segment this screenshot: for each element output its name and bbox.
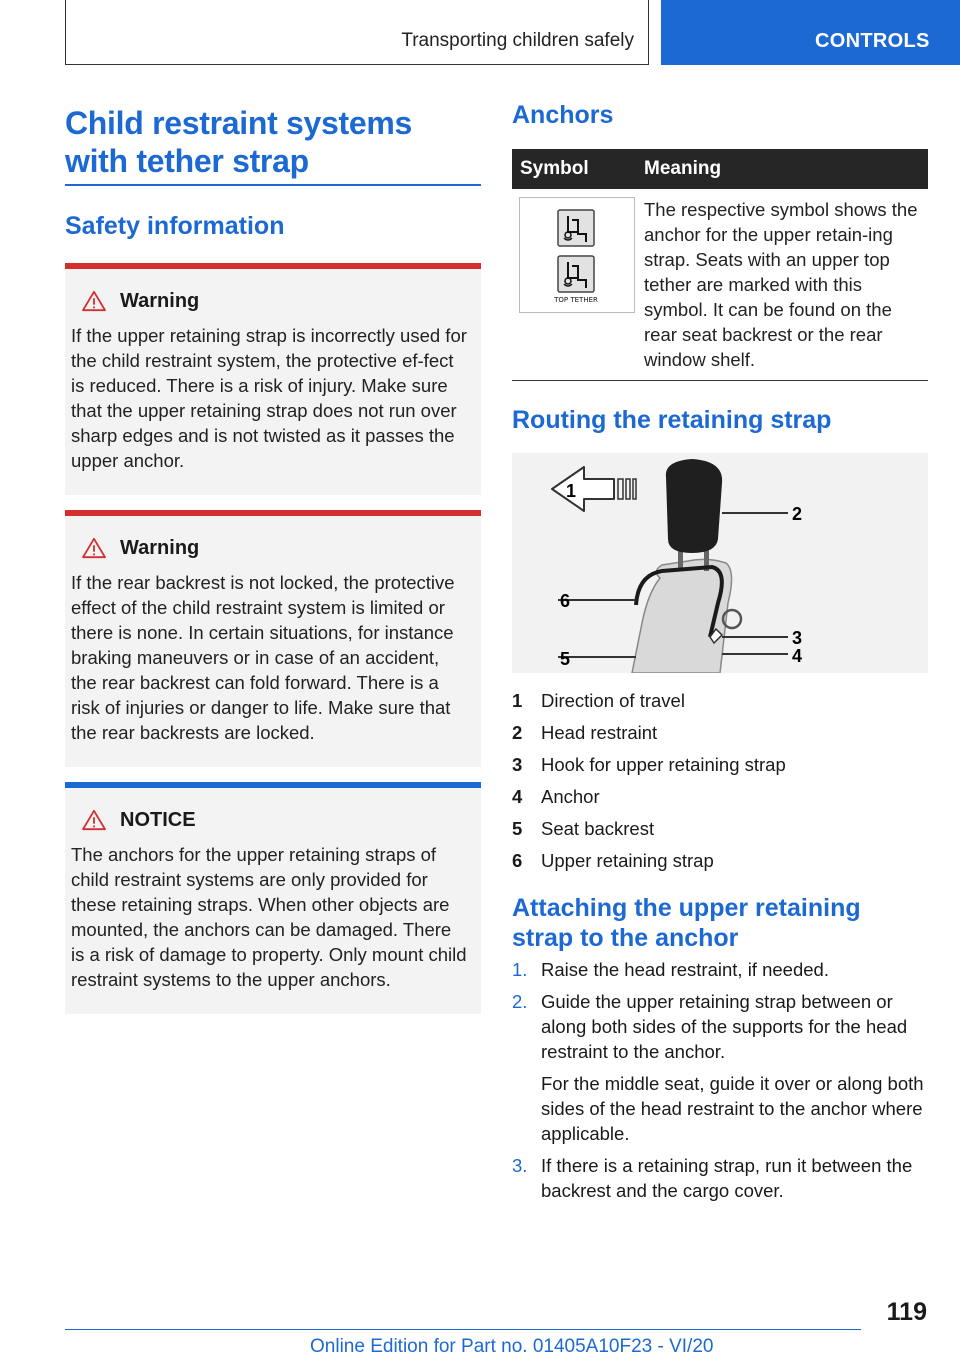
table-row xyxy=(512,189,928,381)
diagram-label-1: 1 xyxy=(566,481,577,501)
warning-text: If the rear backrest is not locked, the protective effect of the child restraint system is limited or there is none. In certain situations, for instance braking maneuvers or in case of an accident, the rear backrest can fold forward. There is a risk of injuries or danger to life. Make sure that the rear backrests are locked. xyxy=(71,572,455,743)
notice-triangle-icon xyxy=(80,809,108,831)
list-item: 6 Upper retaining strap xyxy=(512,850,714,871)
warning-box-2 xyxy=(65,510,481,767)
notice-label: NOTICE xyxy=(120,808,196,831)
symbol-meaning: The respective symbol shows the anchor for the upper retain‐ing strap. Seats with an upper top tether are marked with this symbol. It can be found on the rear seat backrest or the rear window shelf. xyxy=(636,189,928,381)
tether-symbol-image xyxy=(519,197,635,313)
page-title: Child restraint systems with tether strap xyxy=(65,105,413,179)
warning-text: If the upper retaining strap is incorrectly used for the child restraint system, the protective ef‐fect is reduced. There is a risk of injury. Make sure that the upper retaining strap does not run over sharp edges and is not twisted as it passes the upper anchor. xyxy=(71,325,467,471)
warning-box-1 xyxy=(65,263,481,495)
seat-strap-illustration xyxy=(512,453,928,673)
list-item: 1. Raise the head restraint, if needed. xyxy=(512,959,829,980)
header-section-title: Transporting children safely xyxy=(401,30,634,51)
header-chapter-tab xyxy=(661,0,960,65)
list-item: 5 Seat backrest xyxy=(512,818,655,839)
diagram-label-3: 3 xyxy=(792,628,803,648)
diagram-label-2: 2 xyxy=(792,504,803,524)
warning-triangle-icon xyxy=(80,290,108,312)
list-item: 3 Hook for upper retaining strap xyxy=(512,754,786,775)
top-tether-caption: TOP TETHER xyxy=(554,296,598,304)
routing-diagram xyxy=(512,453,928,673)
safety-heading: Safety information xyxy=(65,212,285,240)
left-column xyxy=(65,104,481,1014)
table-header-meaning: Meaning xyxy=(636,149,928,189)
footer-edition: Online Edition for Part no. 01405A10F23 - VI/20 xyxy=(310,1336,714,1357)
warning-label: Warning xyxy=(120,536,200,559)
footer-rule xyxy=(65,1329,861,1330)
routing-heading: Routing the retaining strap xyxy=(512,406,832,434)
header-section-tab xyxy=(65,0,649,65)
anchors-table xyxy=(512,149,928,381)
diagram-label-5: 5 xyxy=(560,649,571,669)
list-item: 1 Direction of travel xyxy=(512,690,685,711)
diagram-label-4: 4 xyxy=(792,646,803,666)
steps-list xyxy=(512,957,928,1203)
list-item: 2. Guide the upper retaining strap between or along both sides of the supports for the head restraint to the anchor. For the middle seat, guide it over or along both sides of the head restraint to the anchor where applicable. xyxy=(512,991,924,1144)
notice-text: The anchors for the upper retaining straps of child restraint systems are only provided for these retaining straps. When other objects are mounted, the anchors can be damaged. There is a risk of damage to property. Only mount child restraint systems to the upper anchors. xyxy=(71,844,467,990)
list-item: 2 Head restraint xyxy=(512,722,658,743)
tether-anchor-icon xyxy=(520,198,634,312)
right-column xyxy=(512,100,928,1210)
table-header-symbol: Symbol xyxy=(512,149,636,189)
page-number: 119 xyxy=(886,1298,927,1326)
diagram-legend xyxy=(512,685,928,877)
warning-triangle-icon xyxy=(80,537,108,559)
warning-label: Warning xyxy=(120,289,200,312)
attaching-heading: Attaching the upper retaining strap to the anchor xyxy=(512,894,861,952)
notice-box xyxy=(65,782,481,1014)
anchors-heading: Anchors xyxy=(512,101,614,129)
list-item: 3. If there is a retaining strap, run it between the backrest and the cargo cover. xyxy=(512,1155,913,1201)
list-item: 4 Anchor xyxy=(512,786,600,807)
diagram-label-6: 6 xyxy=(560,591,571,611)
header-chapter-title: CONTROLS xyxy=(815,30,930,52)
title-rule xyxy=(65,184,481,186)
